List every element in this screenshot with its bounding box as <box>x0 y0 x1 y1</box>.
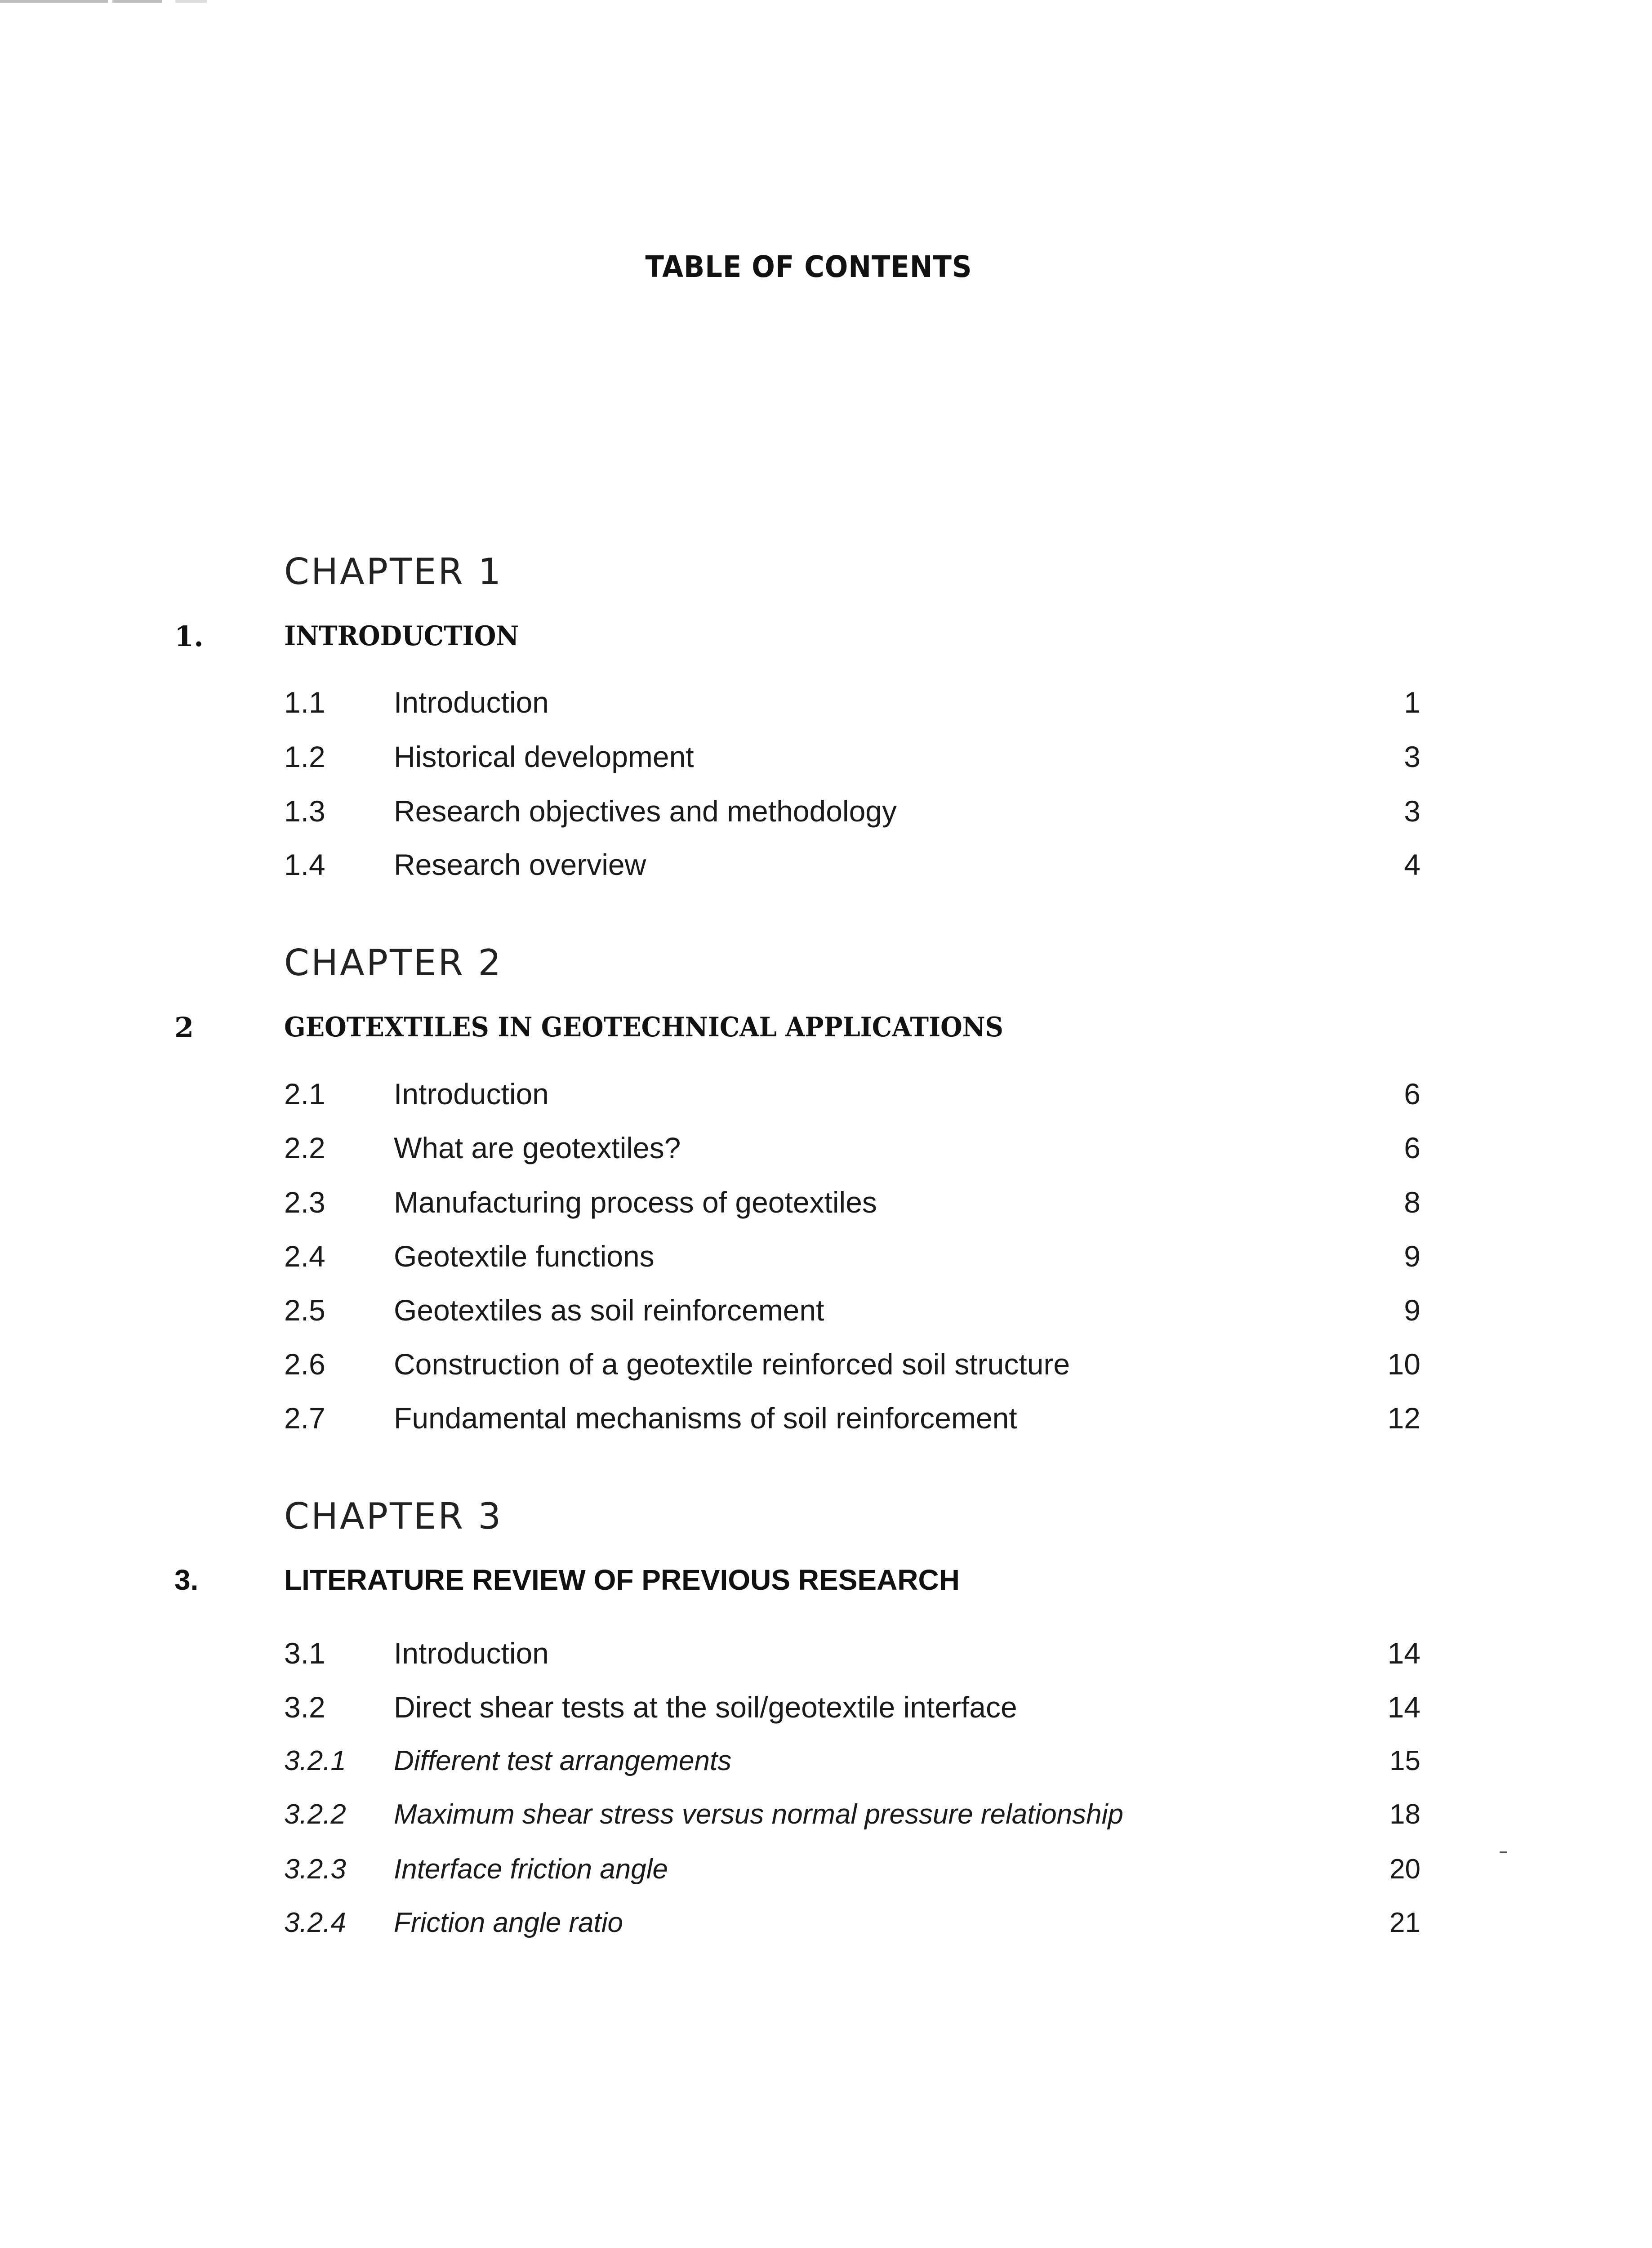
entry-page: 9 <box>1404 1293 1420 1327</box>
scan-artifact <box>0 0 108 3</box>
entry-number: 2.2 <box>284 1131 325 1164</box>
entry-page: 1 <box>1404 686 1420 719</box>
entry-title: Construction of a geotextile reinforced soil structure <box>394 1347 1070 1381</box>
toc-entry[interactable] <box>0 1905 1652 1941</box>
toc-entry[interactable] <box>0 1743 1652 1779</box>
entry-title: Geotextile functions <box>394 1240 655 1273</box>
entry-title: Friction angle ratio <box>394 1907 623 1938</box>
entry-number: 1.3 <box>284 794 325 828</box>
entry-title: Research overview <box>394 848 646 881</box>
toc-entry[interactable] <box>0 847 1652 883</box>
entry-page: 14 <box>1387 1637 1420 1670</box>
entry-page: 20 <box>1389 1854 1420 1885</box>
chapter-1-number: 1. <box>174 620 204 653</box>
entry-page: 6 <box>1404 1077 1420 1111</box>
chapter-3-number: 3. <box>174 1564 199 1596</box>
chapter-1-label: CHAPTER 1 <box>284 551 503 593</box>
entry-title: What are geotextiles? <box>394 1131 681 1164</box>
chapter-2-label: CHAPTER 2 <box>284 942 503 984</box>
entry-page: 21 <box>1389 1907 1420 1938</box>
entry-title: Direct shear tests at the soil/geotextile interface <box>394 1690 1017 1724</box>
entry-number: 2.3 <box>284 1186 325 1219</box>
entry-title: Geotextiles as soil reinforcement <box>394 1293 824 1327</box>
toc-entry[interactable] <box>0 684 1652 720</box>
entry-title: Introduction <box>394 1077 549 1111</box>
entry-title: Different test arrangements <box>394 1745 732 1776</box>
entry-number: 3.2.2 <box>284 1799 346 1830</box>
entry-number: 1.2 <box>284 740 325 773</box>
toc-entry[interactable] <box>0 1400 1652 1436</box>
document-title: TABLE OF CONTENTS <box>645 250 972 284</box>
toc-entry[interactable] <box>0 793 1652 829</box>
entry-page: 14 <box>1387 1690 1420 1724</box>
entry-page: 15 <box>1389 1745 1420 1776</box>
entry-number: 2.1 <box>284 1077 325 1111</box>
entry-page: 3 <box>1404 794 1420 828</box>
entry-number: 3.1 <box>284 1637 325 1670</box>
entry-number: 3.2.4 <box>284 1907 346 1938</box>
entry-title: Introduction <box>394 1637 549 1670</box>
scan-artifact <box>112 0 162 3</box>
chapter-3-label: CHAPTER 3 <box>284 1495 503 1537</box>
entry-page: 18 <box>1389 1799 1420 1830</box>
entry-number: 2.4 <box>284 1240 325 1273</box>
entry-title: Historical development <box>394 740 694 773</box>
entry-number: 2.6 <box>284 1347 325 1381</box>
scan-artifact <box>175 0 207 3</box>
entry-number: 2.7 <box>284 1401 325 1435</box>
chapter-2-heading: GEOTEXTILES IN GEOTECHNICAL APPLICATIONS <box>284 1012 1003 1043</box>
entry-title: Manufacturing process of geotextiles <box>394 1186 877 1219</box>
entry-number: 1.1 <box>284 686 325 719</box>
toc-entry[interactable] <box>0 1851 1652 1887</box>
entry-title: Maximum shear stress versus normal pressure relationship <box>394 1799 1123 1830</box>
entry-number: 3.2 <box>284 1690 325 1724</box>
entry-title: Fundamental mechanisms of soil reinforcement <box>394 1401 1017 1435</box>
entry-title: Interface friction angle <box>394 1854 668 1885</box>
toc-entry[interactable] <box>0 1797 1652 1833</box>
toc-entry[interactable] <box>0 739 1652 775</box>
entry-number: 1.4 <box>284 848 325 881</box>
entry-page: 3 <box>1404 740 1420 773</box>
entry-number: 3.2.1 <box>284 1745 346 1776</box>
chapter-3-heading: LITERATURE REVIEW OF PREVIOUS RESEARCH <box>284 1564 960 1596</box>
toc-entry[interactable] <box>0 1130 1652 1166</box>
toc-entry[interactable] <box>0 1184 1652 1220</box>
toc-entry[interactable] <box>0 1635 1652 1671</box>
chapter-2-number: 2 <box>174 1011 194 1044</box>
toc-entry[interactable] <box>0 1346 1652 1382</box>
entry-number: 3.2.3 <box>284 1854 346 1885</box>
toc-entry[interactable] <box>0 1689 1652 1725</box>
toc-entry[interactable] <box>0 1076 1652 1112</box>
entry-title: Introduction <box>394 686 549 719</box>
entry-title: Research objectives and methodology <box>394 794 897 828</box>
entry-page: 4 <box>1404 848 1420 881</box>
entry-page: 6 <box>1404 1131 1420 1164</box>
entry-page: 9 <box>1404 1240 1420 1273</box>
toc-entry[interactable] <box>0 1238 1652 1274</box>
scan-artifact <box>1500 1851 1507 1853</box>
entry-page: 8 <box>1404 1186 1420 1219</box>
toc-entry[interactable] <box>0 1292 1652 1328</box>
entry-page: 10 <box>1387 1347 1420 1381</box>
entry-page: 12 <box>1387 1401 1420 1435</box>
entry-number: 2.5 <box>284 1293 325 1327</box>
chapter-1-heading: INTRODUCTION <box>284 620 519 652</box>
